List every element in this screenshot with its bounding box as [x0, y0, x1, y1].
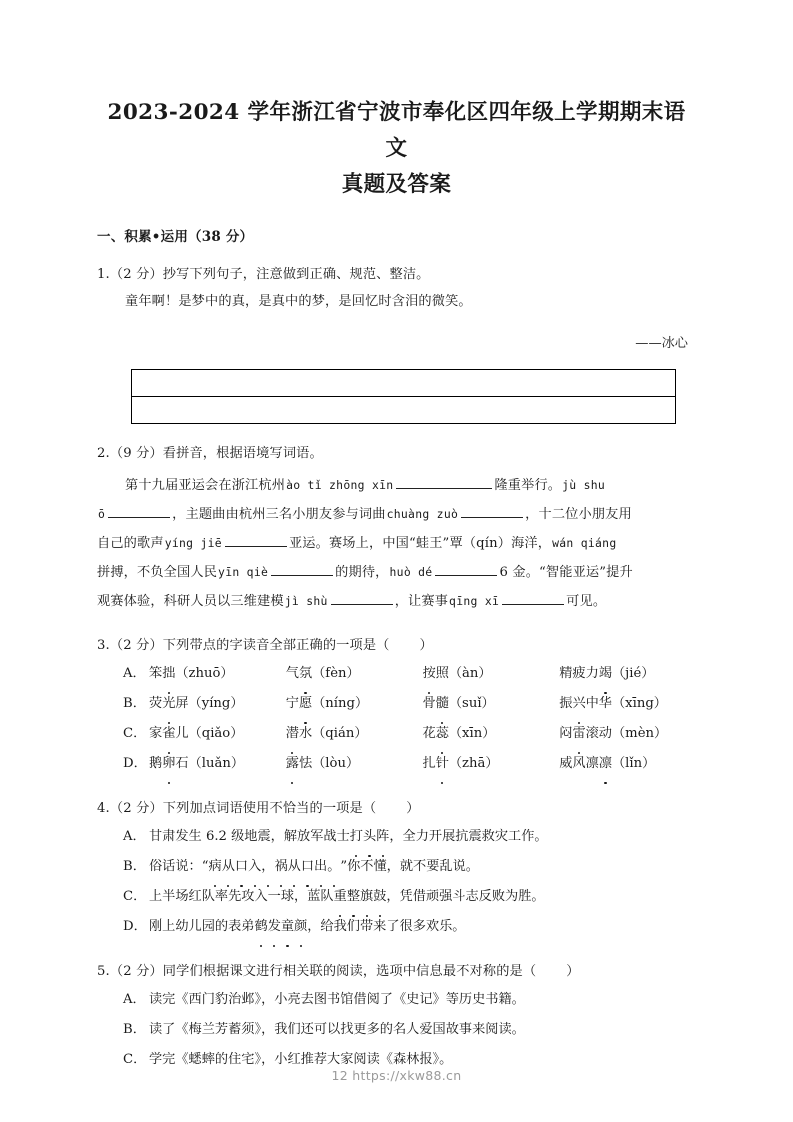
option-item [423, 689, 560, 719]
emphasis-dot-character: 头 [363, 822, 376, 852]
emphasis-dot-character: 拙 [162, 659, 175, 689]
emphasis-dot-character: 阵 [376, 822, 389, 852]
option-item-reading: 水（qián） [298, 726, 368, 741]
question-5-stem-close: ） [566, 964, 580, 979]
option-item [286, 659, 423, 689]
option-label: C． [123, 1052, 147, 1067]
option-item-text: 精疲力 [559, 666, 599, 681]
page-footer: 12 https://xkw88.cn [331, 1068, 462, 1083]
option-item [286, 749, 423, 779]
option-sentence-text: 读了《梅兰芳蓄须》，我们还可以找更多的名人爱国故事来阅读。 [149, 1022, 525, 1037]
fill-in-blank[interactable] [435, 561, 497, 576]
passage-text: 观赛体验，科研人员以三维建模 [97, 594, 284, 609]
emphasis-dot-character: 颜 [294, 912, 307, 942]
passage-text: ，主题曲由杭州三名小朋友参与词曲 [172, 507, 386, 522]
pinyin-hint: yīn qiè [218, 565, 269, 579]
option-item-reading: 怯（lòu） [298, 756, 360, 771]
fill-in-blank[interactable] [396, 474, 492, 489]
option-item-text: 家 [149, 726, 163, 741]
handwriting-row[interactable] [132, 370, 675, 397]
option-row[interactable] [97, 659, 696, 689]
option-item-reading: （zhuō） [175, 666, 234, 681]
question-4-option[interactable] [97, 882, 696, 912]
option-item-reading: 滚动（mèn） [585, 726, 668, 741]
emphasis-dot-character: 从 [222, 852, 235, 882]
question-3-stem-close: ） [419, 638, 433, 653]
page-title-line-2: 真题及答案 [341, 172, 452, 197]
option-sentence-text: ”你不懂，就不要乱说。 [340, 859, 479, 874]
option-item [149, 719, 286, 749]
option-sentence [149, 822, 696, 852]
option-label: D． [123, 756, 147, 771]
emphasis-dot-character: 祸 [274, 852, 287, 882]
pinyin-hint: jì shù [284, 594, 328, 608]
option-item [286, 689, 423, 719]
question-4 [97, 795, 696, 942]
question-4-option[interactable] [97, 852, 696, 882]
pinyin-hint: huò dé [389, 565, 433, 579]
emphasis-dot-character: 打 [350, 822, 363, 852]
question-2-body [97, 471, 696, 616]
emphasis-dot-character: 发 [268, 912, 281, 942]
question-5-option[interactable] [97, 985, 696, 1015]
question-2-line [97, 587, 696, 616]
option-item [149, 659, 286, 689]
emphasis-dot-character: 口 [235, 852, 248, 882]
question-5-options [97, 985, 696, 1075]
emphasis-dot-character: 髓 [436, 689, 449, 719]
passage-text: 隆重举行。 [494, 478, 562, 493]
handwriting-row[interactable] [132, 397, 675, 423]
option-item-reading: （lǐn） [612, 756, 656, 771]
question-4-options [97, 822, 696, 942]
option-sentence-text: 甘肃发生 6.2 级地震，解放军战士 [149, 829, 350, 844]
emphasis-dot-character: 雷 [572, 719, 585, 749]
option-item-reading: 中华（xīng） [585, 696, 667, 711]
fill-in-blank[interactable] [225, 532, 287, 547]
option-item-text: 骨 [422, 696, 436, 711]
emphasis-dot-character: 竭 [599, 659, 612, 689]
option-item-reading: 照（àn） [435, 666, 492, 681]
option-sentence-text: 读完《西门豹治邺》，小亮去图书馆借阅了《史记》等历史书籍。 [149, 992, 525, 1007]
emphasis-dot-character: 鹤 [255, 912, 268, 942]
option-sentence [149, 985, 696, 1015]
passage-text: 自己的歌声 [97, 536, 164, 551]
question-2-stem: 2.（9 分）看拼音，根据语境写词语。 [97, 446, 323, 461]
question-2-line [97, 558, 696, 587]
pinyin-hint: ō [98, 507, 106, 521]
question-3-stem-text: 3.（2 分）下列带点的字读音全部正确的一项是（ [97, 638, 390, 653]
emphasis-dot-character: ， [261, 852, 274, 882]
passage-text: 的期待， [335, 565, 389, 580]
question-5-stem [97, 958, 696, 985]
question-3 [97, 632, 696, 779]
option-sentence-text: 上半场红队率先攻入一球，蓝队 [149, 889, 334, 904]
option-label: B． [123, 859, 146, 874]
emphasis-dot-character: 卵 [162, 749, 175, 779]
option-sentence-text: 俗话说：“ [149, 859, 209, 874]
option-item-reading: 屏（yíng） [175, 696, 244, 711]
option-item [559, 659, 696, 689]
emphasis-dot-character: 针 [436, 749, 449, 779]
question-2-line [97, 500, 696, 529]
question-1-attribution: ——冰心 [635, 336, 688, 351]
option-item-text: 花 [422, 726, 436, 741]
option-item-text: 荧 [149, 696, 163, 711]
page-title [97, 95, 696, 203]
option-item-text: 鹅 [149, 756, 163, 771]
option-sentence-text: ，全力开展抗震救灾工作。 [389, 829, 548, 844]
question-4-stem [97, 795, 696, 822]
option-item-reading: （níng） [312, 696, 369, 711]
emphasis-dot-character: 口 [301, 852, 314, 882]
pinyin-hint: wán qiáng [552, 536, 617, 550]
fill-in-blank[interactable] [461, 503, 523, 518]
option-label: B． [123, 696, 146, 711]
passage-text: 第十九届亚运会在浙江杭州 [125, 478, 286, 493]
emphasis-dot-character: 兴 [572, 689, 585, 719]
option-row[interactable] [97, 719, 696, 749]
emphasis-dot-character: 露 [286, 749, 299, 779]
option-label: C． [123, 889, 147, 904]
emphasis-dot-character: 病 [209, 852, 222, 882]
emphasis-dot-character: 出 [314, 852, 327, 882]
pinyin-hint: ào tǐ zhōng xīn [286, 478, 394, 492]
passage-text: ，让赛事 [394, 594, 449, 609]
question-4-stem-close: ） [406, 801, 420, 816]
emphasis-dot-character: 旗 [360, 882, 373, 912]
option-item-reading: 儿（qiǎo） [175, 726, 244, 741]
option-sentence [149, 852, 696, 882]
emphasis-dot-character: 。 [327, 852, 340, 882]
option-item-reading: （suǐ） [448, 696, 495, 711]
option-sentence [149, 912, 696, 942]
question-1-stem: 1.（2 分）抄写下列句子，注意做到正确、规范、整洁。 [97, 267, 430, 282]
emphasis-dot-character: 鼓 [373, 882, 386, 912]
passage-text: ，十二位小朋友用 [525, 507, 632, 522]
emphasis-dot-character: 潜 [286, 719, 299, 749]
option-item-reading: （zhā） [448, 756, 499, 771]
question-1 [97, 261, 696, 424]
question-3-options [97, 659, 696, 779]
emphasis-dot-character: 氛 [299, 659, 312, 689]
option-sentence-text: 刚上幼儿园的表弟 [149, 919, 255, 934]
option-item [423, 659, 560, 689]
emphasis-dot-character: 光 [162, 689, 175, 719]
emphasis-dot-character: 重 [334, 882, 347, 912]
option-item-reading: （xīn） [448, 726, 496, 741]
option-item [559, 719, 696, 749]
pinyin-hint: jù shu [562, 478, 606, 492]
question-4-stem-text: 4.（2 分）下列加点词语使用不恰当的一项是（ [97, 801, 377, 816]
handwriting-box[interactable] [131, 369, 676, 424]
option-sentence-text: 学完《蟋蟀的住宅》，小红推荐大家阅读《森林报》。 [149, 1052, 453, 1067]
option-item-text: 振 [559, 696, 573, 711]
option-sentence [149, 882, 696, 912]
emphasis-dot-character: 愿 [299, 689, 312, 719]
option-label: A． [123, 666, 146, 681]
emphasis-dot-character: 凛 [599, 749, 612, 779]
option-sentence [149, 1015, 696, 1045]
page-title-line-1: 2023-2024 学年浙江省宁波市奉化区四年级上学期期末语文 [107, 100, 686, 161]
question-2-line [97, 471, 696, 500]
option-sentence-text: ，给我们带来了很多欢乐。 [307, 919, 466, 934]
question-2-line [97, 529, 696, 558]
question-5 [97, 958, 696, 1075]
fill-in-blank[interactable] [331, 590, 393, 605]
emphasis-dot-character: 蕊 [436, 719, 449, 749]
question-5-option[interactable] [97, 1015, 696, 1045]
passage-text: 6 金。“智能亚运”提升 [499, 565, 633, 580]
question-4-option[interactable] [97, 822, 696, 852]
option-label: D． [123, 919, 147, 934]
passage-text: 拼搏，不负全国人民 [97, 565, 218, 580]
pinyin-hint: chuàng zuò [386, 507, 459, 521]
option-label: C． [123, 726, 147, 741]
fill-in-blank[interactable] [108, 503, 170, 518]
pinyin-hint: qīng xī [449, 594, 500, 608]
option-item-reading: 石（luǎn） [175, 756, 245, 771]
option-label: A． [123, 829, 146, 844]
section-heading: 一、积累•运用（38 分） [97, 229, 254, 245]
emphasis-dot-character: 整 [347, 882, 360, 912]
option-item-reading: （jié） [612, 666, 655, 681]
option-item-text: 扎 [422, 756, 436, 771]
emphasis-dot-character: 入 [248, 852, 261, 882]
passage-text: 可见。 [566, 594, 607, 609]
emphasis-dot-character: 从 [288, 852, 301, 882]
question-1-sentence: 童年啊！是梦中的真，是真中的梦，是回忆时含泪的微笑。 [125, 294, 472, 309]
fill-in-blank[interactable] [502, 590, 564, 605]
option-item-text: 威风凛 [559, 756, 599, 771]
passage-text: 亚运。赛场上，中国“蛙王”覃（qín）海洋， [288, 536, 552, 551]
option-item [423, 719, 560, 749]
option-sentence-text: ，凭借顽强斗志反败为胜。 [386, 889, 545, 904]
fill-in-blank[interactable] [271, 561, 333, 576]
emphasis-dot-character: 童 [281, 912, 294, 942]
question-2 [97, 440, 696, 616]
question-5-stem-text: 5.（2 分）同学们根据课文进行相关联的阅读，选项中信息最不对称的是（ [97, 964, 537, 979]
option-row[interactable] [97, 749, 696, 779]
option-item [423, 749, 560, 779]
option-item-reading: （fèn） [312, 666, 360, 681]
option-item [149, 689, 286, 719]
option-item-text: 闷 [559, 726, 573, 741]
option-item-text: 笨 [149, 666, 163, 681]
emphasis-dot-character: 雀 [162, 719, 175, 749]
option-label: B． [123, 1022, 146, 1037]
option-item-text: 气 [285, 666, 299, 681]
emphasis-dot-character: 按 [423, 659, 436, 689]
option-label: A． [123, 992, 146, 1007]
option-item [149, 749, 286, 779]
question-4-option[interactable] [97, 912, 696, 942]
pinyin-hint: yíng jiē [164, 536, 222, 550]
option-item-text: 宁 [285, 696, 299, 711]
option-item [559, 689, 696, 719]
question-3-stem [97, 632, 696, 659]
